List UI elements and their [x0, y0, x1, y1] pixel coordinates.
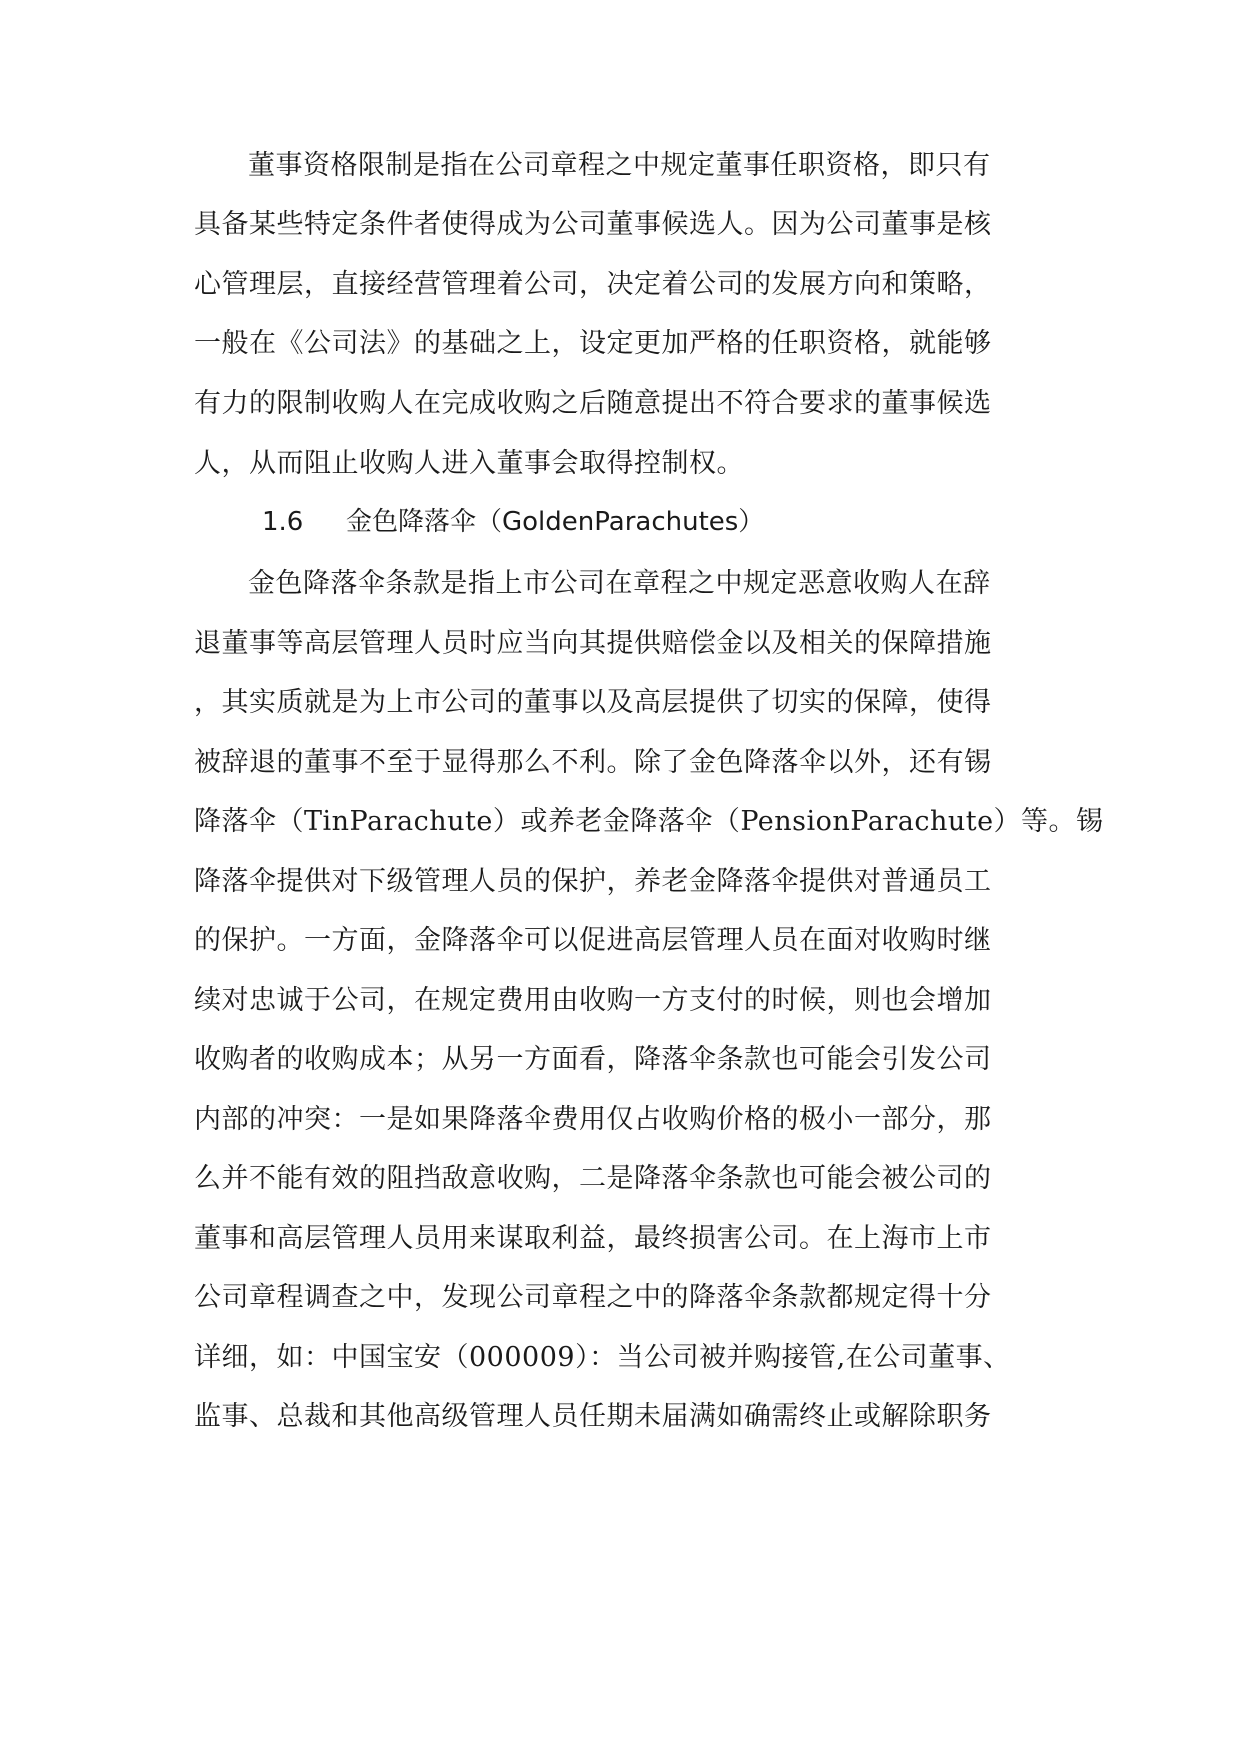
paragraph-line: 金色降落伞条款是指上市公司在章程之中规定恶意收购人在辞	[248, 568, 991, 599]
paragraph-line: 退董事等高层管理人员时应当向其提供赔偿金以及相关的保障措施	[194, 628, 992, 659]
paragraph-line: 降落伞（TinParachute）或养老金降落伞（PensionParachute）等。锡	[194, 806, 1104, 837]
paragraph-line: 内部的冲突：一是如果降落伞费用仅占收购价格的极小一部分，那	[194, 1104, 992, 1135]
paragraph-line: 么并不能有效的阻挡敌意收购，二是降落伞条款也可能会被公司的	[194, 1163, 992, 1194]
paragraph-line: 详细，如：中国宝安（000009）：当公司被并购接管,在公司董事、	[194, 1342, 1011, 1373]
paragraph-line: 被辞退的董事不至于显得那么不利。除了金色降落伞以外，还有锡	[194, 747, 992, 778]
paragraph-line: 具备某些特定条件者使得成为公司董事候选人。因为公司董事是核	[194, 209, 992, 240]
paragraph-line: 的保护。一方面，金降落伞可以促进高层管理人员在面对收购时继	[194, 925, 992, 956]
paragraph-line: 董事和高层管理人员用来谋取利益，最终损害公司。在上海市上市	[194, 1223, 992, 1254]
paragraph-line: 一般在《公司法》的基础之上，设定更加严格的任职资格，就能够	[194, 328, 992, 359]
paragraph-line: 收购者的收购成本；从另一方面看，降落伞条款也可能会引发公司	[194, 1044, 992, 1075]
paragraph-line: 心管理层，直接经营管理着公司，决定着公司的发展方向和策略，	[194, 269, 992, 300]
paragraph-line: 有力的限制收购人在完成收购之后随意提出不符合要求的董事候选	[194, 388, 992, 419]
section-number: 1.6	[262, 507, 304, 537]
paragraph-line: ，其实质就是为上市公司的董事以及高层提供了切实的保障，使得	[194, 687, 992, 718]
paragraph-line: 续对忠诚于公司，在规定费用由收购一方支付的时候，则也会增加	[194, 985, 992, 1016]
section-title: 金色降落伞（GoldenParachutes）	[346, 507, 765, 537]
paragraph-line: 人，从而阻止收购人进入董事会取得控制权。	[194, 448, 744, 479]
paragraph-line: 公司章程调查之中，发现公司章程之中的降落伞条款都规定得十分	[194, 1282, 992, 1313]
paragraph-line: 董事资格限制是指在公司章程之中规定董事任职资格，即只有	[248, 150, 991, 181]
paragraph-line: 降落伞提供对下级管理人员的保护，养老金降落伞提供对普通员工	[194, 866, 992, 897]
paragraph-line: 监事、总裁和其他高级管理人员任期未届满如确需终止或解除职务	[194, 1401, 992, 1432]
